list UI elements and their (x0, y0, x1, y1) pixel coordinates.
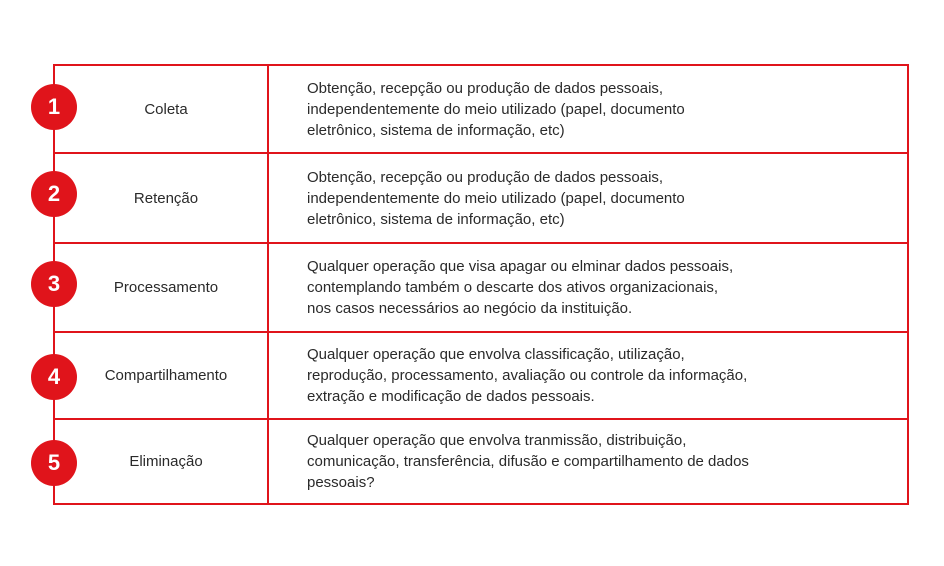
stage-description: Obtenção, recepção ou produção de dados pessoais, independentemente do meio utilizado (papel, documento eletrônico, sistema de informação, etc) (307, 79, 685, 139)
step-number-badge: 4 (31, 354, 77, 400)
step-number-badge: 1 (31, 84, 77, 130)
stage-name: Eliminação (55, 420, 269, 503)
table-row (55, 66, 907, 152)
stage-description: Qualquer operação que visa apagar ou elminar dados pessoais, contemplando também o descarte dos ativos organizacionais, nos casos necessários ao negócio da instituição. (307, 258, 734, 317)
lifecycle-table (53, 64, 909, 505)
stage-description: Obtenção, recepção ou produção de dados pessoais, independentemente do meio utilizado (papel, documento eletrônico, sistema de informação, etc) (307, 168, 685, 228)
table-row (55, 331, 907, 418)
stage-description: Qualquer operação que envolva classificação, utilização, reprodução, processamento, avaliação ou controle da informação, extração e modificação de dados pessoais. (307, 346, 748, 405)
step-number-badge: 2 (31, 171, 77, 217)
table-row (55, 242, 907, 331)
stage-name: Compartilhamento (55, 333, 269, 418)
stage-description: Qualquer operação que envolva tranmissão, distribuição, comunicação, transferência, difusão e compartilhamento de dados pessoais? (307, 432, 749, 491)
stage-name: Coleta (55, 66, 269, 152)
table-row (55, 418, 907, 503)
stage-name: Processamento (55, 244, 269, 331)
table-row (55, 152, 907, 242)
stage-name: Retenção (55, 154, 269, 242)
step-number-badge: 5 (31, 440, 77, 486)
step-number-badge: 3 (31, 261, 77, 307)
